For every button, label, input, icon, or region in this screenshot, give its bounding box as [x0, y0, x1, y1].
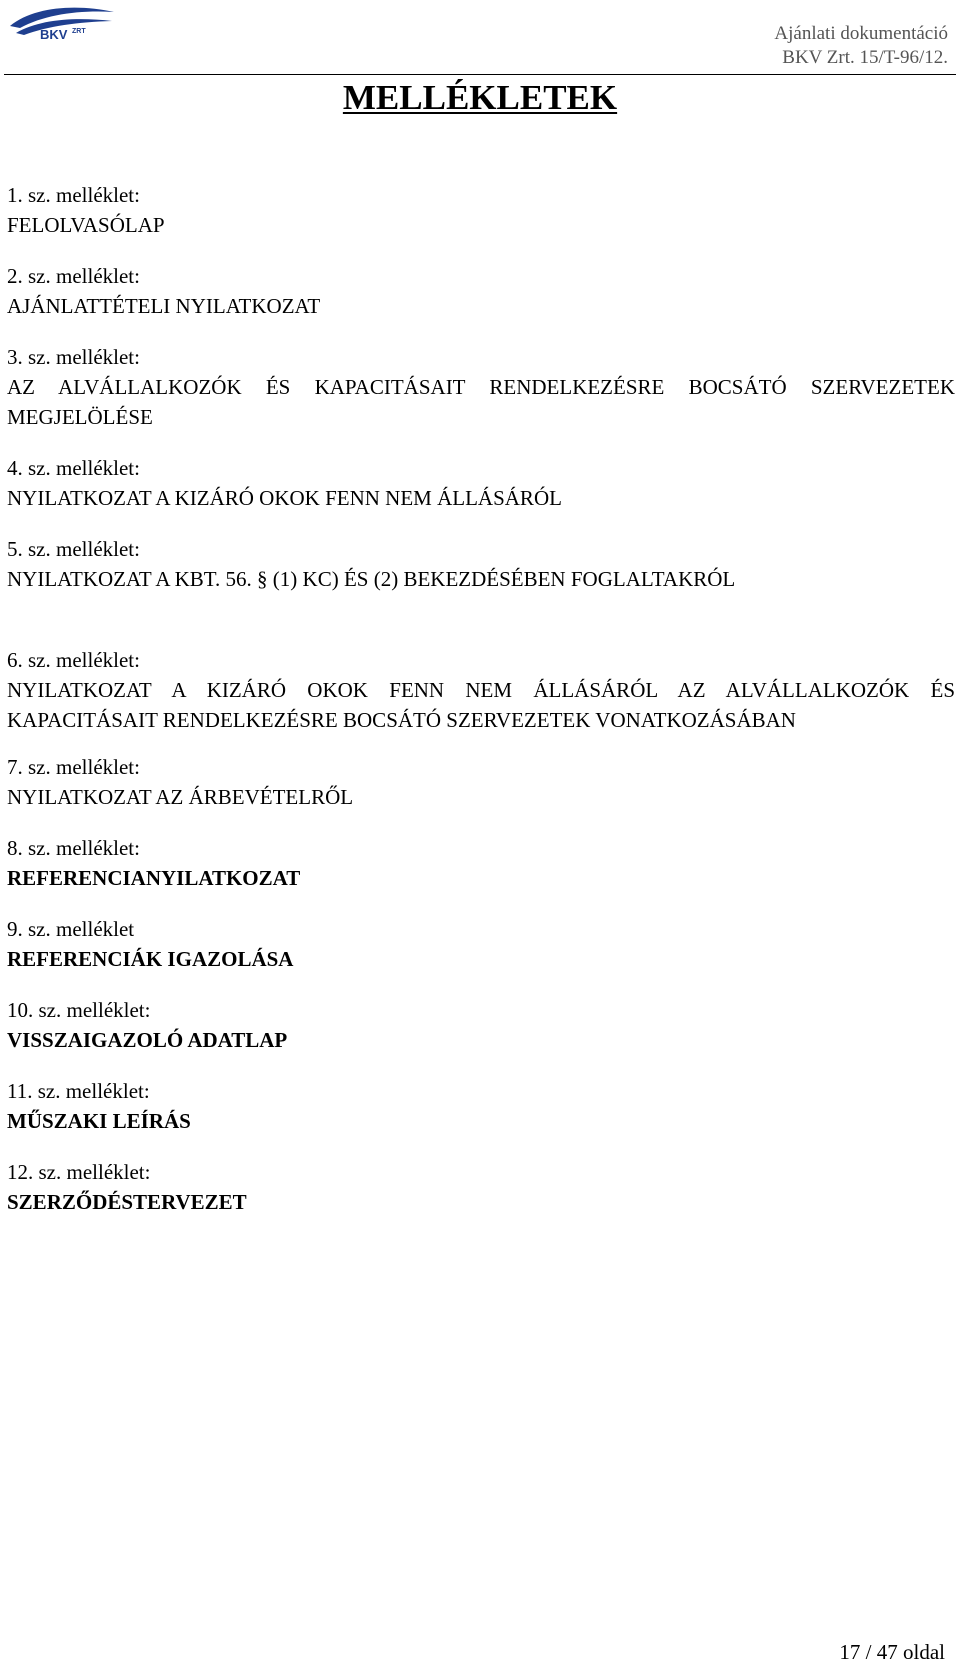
annex-title: REFERENCIÁK IGAZOLÁSA — [7, 947, 294, 971]
annex-number: 5. sz. melléklet: — [7, 537, 140, 561]
page-number: 17 / 47 oldal — [839, 1640, 945, 1664]
annex-item — [7, 343, 955, 432]
annex-item — [7, 1077, 955, 1136]
annex-number: 3. sz. melléklet: — [7, 345, 140, 369]
header-document-info — [774, 22, 948, 70]
annex-number: 11. sz. melléklet: — [7, 1079, 150, 1103]
annex-title: NYILATKOZAT A KBT. 56. § (1) KC) ÉS (2) BEKEZDÉSÉBEN FOGLALTAKRÓL — [7, 567, 736, 591]
bkv-logo — [6, 4, 118, 42]
page-title — [0, 77, 960, 119]
svg-text:BKV: BKV — [40, 27, 68, 42]
annex-item — [7, 454, 955, 513]
annex-item — [7, 1158, 955, 1217]
annex-item — [7, 262, 955, 321]
annex-number: 6. sz. melléklet: — [7, 648, 140, 672]
annex-item — [7, 535, 955, 594]
annex-number: 7. sz. melléklet: — [7, 755, 140, 779]
page-title-text: MELLÉKLETEK — [342, 78, 618, 117]
annex-number: 4. sz. melléklet: — [7, 456, 140, 480]
annex-title: NYILATKOZAT A KIZÁRÓ OKOK FENN NEM ÁLLÁSÁRÓL — [7, 486, 562, 510]
annex-item — [7, 915, 955, 974]
annex-title: AZ ALVÁLLALKOZÓK ÉS KAPACITÁSAIT RENDELKEZÉSRE BOCSÁTÓ SZERVEZETEK MEGJELÖLÉSE — [7, 375, 955, 429]
annex-title: FELOLVASÓLAP — [7, 213, 165, 237]
header-doc-type: Ajánlati dokumentáció — [774, 23, 948, 44]
annex-number: 2. sz. melléklet: — [7, 264, 140, 288]
annex-item — [7, 181, 955, 240]
annex-title: NYILATKOZAT A KIZÁRÓ OKOK FENN NEM ÁLLÁSÁRÓL AZ ALVÁLLALKOZÓK ÉS KAPACITÁSAIT RENDELKEZÉSRE BOCSÁTÓ SZERVEZETEK VONATKOZÁSÁBAN — [7, 678, 955, 732]
annex-item — [7, 753, 955, 812]
annex-title: NYILATKOZAT AZ ÁRBEVÉTELRŐL — [7, 785, 354, 809]
annex-list — [7, 181, 955, 1239]
header-divider — [4, 74, 956, 75]
annex-number: 1. sz. melléklet: — [7, 183, 140, 207]
annex-item — [7, 646, 955, 735]
annex-title: REFERENCIANYILATKOZAT — [7, 866, 301, 890]
annex-title: MŰSZAKI LEÍRÁS — [7, 1109, 191, 1133]
annex-title: SZERZŐDÉSTERVEZET — [7, 1190, 247, 1214]
annex-item — [7, 834, 955, 893]
svg-text:ZRT: ZRT — [72, 28, 86, 35]
annex-number: 9. sz. melléklet — [7, 917, 135, 941]
annex-number: 10. sz. melléklet: — [7, 998, 151, 1022]
annex-item — [7, 996, 955, 1055]
annex-number: 8. sz. melléklet: — [7, 836, 140, 860]
header-doc-reference: BKV Zrt. 15/T-96/12. — [782, 47, 948, 68]
annex-title: AJÁNLATTÉTELI NYILATKOZAT — [7, 294, 321, 318]
annex-title: VISSZAIGAZOLÓ ADATLAP — [7, 1028, 288, 1052]
annex-number: 12. sz. melléklet: — [7, 1160, 151, 1184]
